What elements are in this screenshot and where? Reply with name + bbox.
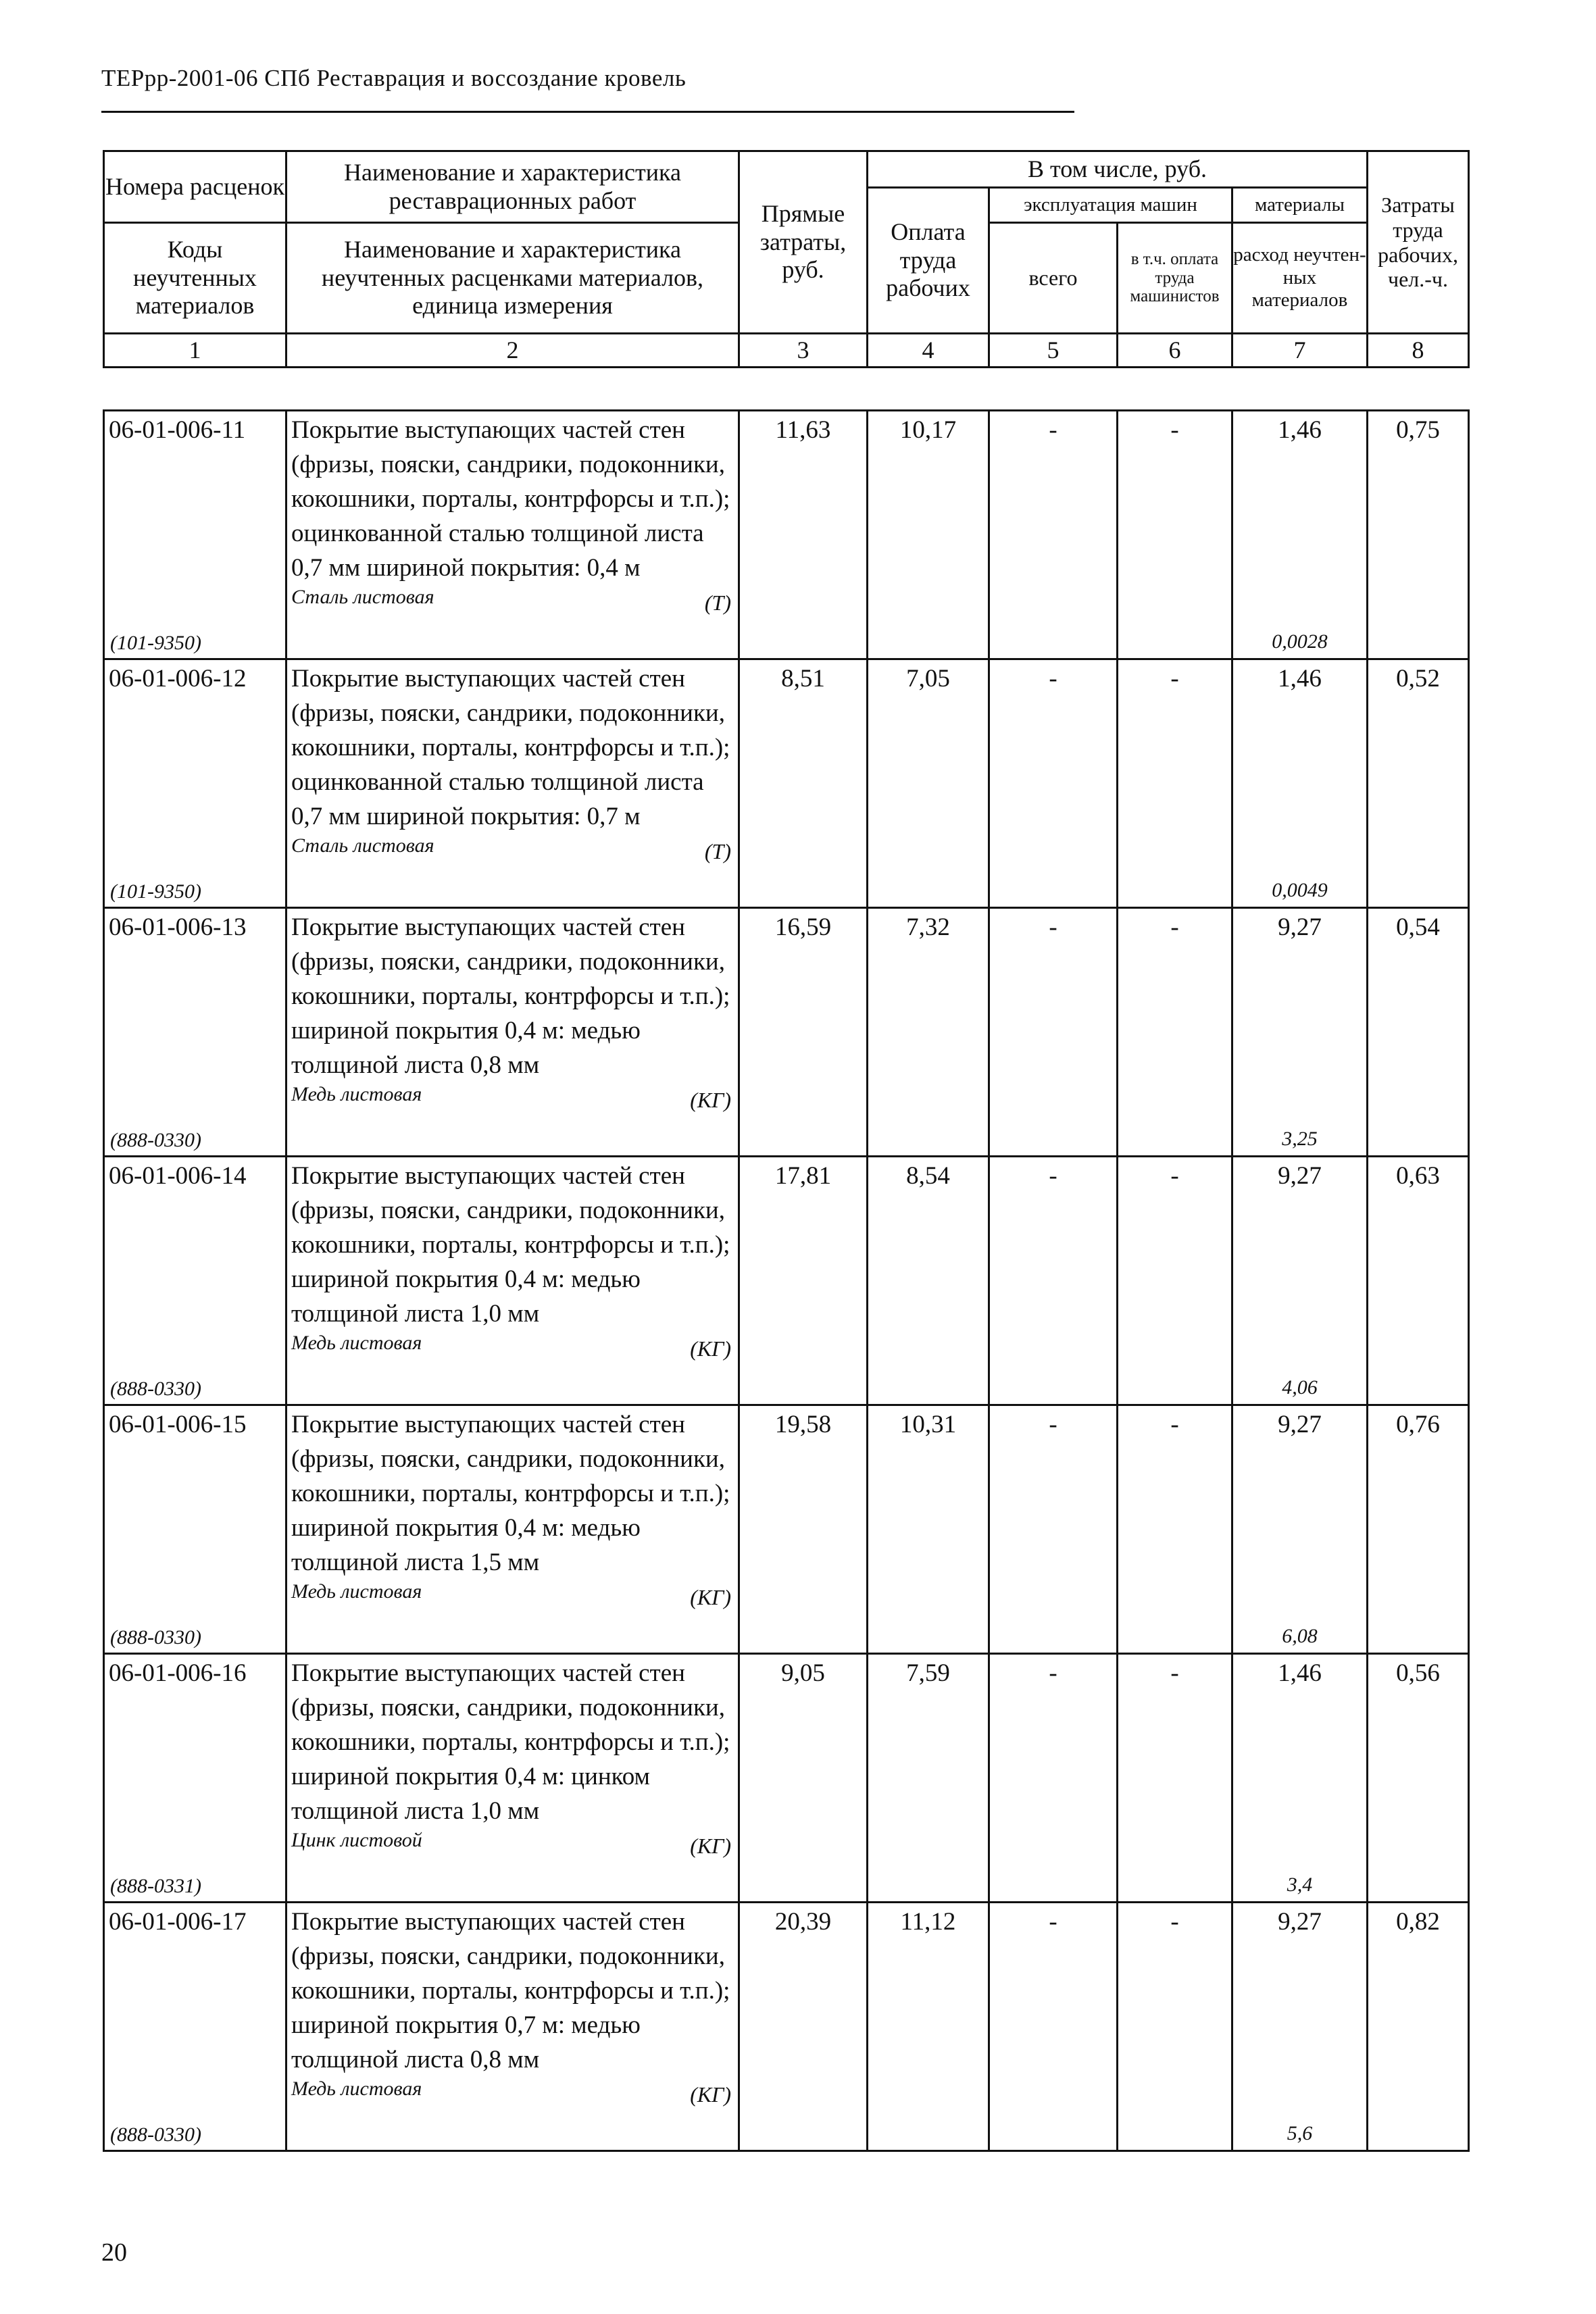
- material-line: [291, 834, 738, 863]
- worker-pay: [868, 1903, 989, 2151]
- header-rate-numbers: Номера расценок: [104, 151, 286, 223]
- rate-code: 06-01-006-11: [109, 416, 246, 444]
- labor-hours: [1368, 411, 1469, 659]
- header-material-name: Наименование и характеристика неучтенных расценками материалов, единица измерения: [286, 223, 739, 334]
- material-code: (888-0330): [110, 2123, 201, 2146]
- labor-hours: [1368, 908, 1469, 1157]
- machinist-pay: [1118, 1405, 1232, 1654]
- machine-total: [989, 1903, 1118, 2151]
- materials-cost: [1232, 1157, 1368, 1405]
- labor-hours-value: 0,52: [1396, 665, 1440, 693]
- material-quantity: 0,0049: [1272, 879, 1328, 901]
- work-description: Покрытие выступающих частей стен (фризы, пояски, сандрики, подоконники, кокошники, порталы, контрфорсы и т.п.); шириной покрытия 0,4 м: медью толщиной листа 1,5 мм: [291, 1411, 730, 1576]
- materials-cost-value: 9,27: [1278, 913, 1322, 941]
- machinist-pay-value: -: [1170, 1659, 1179, 1687]
- machinist-pay: [1118, 1654, 1232, 1903]
- material-quantity: 0,0028: [1272, 630, 1328, 653]
- materials-cost-value: 1,46: [1278, 416, 1322, 444]
- machinist-pay-value: -: [1170, 913, 1179, 941]
- table-row: [104, 1654, 1469, 1903]
- header-material-codes: Коды неучтенных материалов: [104, 223, 286, 334]
- table-row: [104, 1157, 1469, 1405]
- material-name: Сталь листовая: [291, 834, 434, 857]
- machinist-pay-value: -: [1170, 1411, 1179, 1438]
- machine-total-value: -: [1049, 913, 1057, 941]
- machine-total: [989, 1157, 1118, 1405]
- labor-hours-value: 0,82: [1396, 1908, 1440, 1936]
- header-including: В том числе, руб.: [868, 151, 1368, 188]
- material-unit: (КГ): [690, 2082, 731, 2107]
- header-worker-pay: Оплата труда рабочих: [868, 188, 989, 334]
- direct-costs: [739, 1654, 868, 1903]
- machinist-pay-value: -: [1170, 665, 1179, 693]
- table-row: [104, 1903, 1469, 2151]
- materials-cost: [1232, 411, 1368, 659]
- material-name: Медь листовая: [291, 1580, 422, 1603]
- worker-pay-value: 11,12: [900, 1908, 956, 1936]
- materials-cost: [1232, 1405, 1368, 1654]
- worker-pay-value: 8,54: [906, 1162, 950, 1190]
- direct-costs-value: 11,63: [775, 416, 831, 444]
- material-quantity: 6,08: [1282, 1625, 1318, 1647]
- labor-hours-value: 0,56: [1396, 1659, 1440, 1687]
- column-number: 7: [1232, 334, 1368, 368]
- material-quantity: 5,6: [1287, 2122, 1313, 2144]
- material-name: Медь листовая: [291, 1083, 422, 1105]
- machinist-pay-value: -: [1170, 416, 1179, 444]
- machine-total-value: -: [1049, 1162, 1057, 1190]
- direct-costs-value: 9,05: [781, 1659, 825, 1687]
- rate-code-cell: [104, 1654, 286, 1903]
- rate-code: 06-01-006-14: [109, 1162, 247, 1190]
- direct-costs-value: 16,59: [774, 913, 832, 941]
- work-description: Покрытие выступающих частей стен (фризы, пояски, сандрики, подоконники, кокошники, порталы, контрфорсы и т.п.); шириной покрытия 0,4 м: цинком толщиной листа 1,0 мм: [291, 1659, 730, 1825]
- material-name: Сталь листовая: [291, 586, 434, 608]
- worker-pay-value: 7,32: [906, 913, 950, 941]
- materials-cost: [1232, 1654, 1368, 1903]
- direct-costs: [739, 659, 868, 908]
- machine-total: [989, 1405, 1118, 1654]
- column-header-table: [103, 150, 1470, 368]
- worker-pay-value: 10,31: [899, 1411, 957, 1438]
- header-machine-total: всего: [989, 223, 1118, 334]
- work-description: Покрытие выступающих частей стен (фризы, пояски, сандрики, подоконники, кокошники, порталы, контрфорсы и т.п.); оцинкованной сталью толщиной листа 0,7 мм шириной покрытия: 0,4 м: [291, 416, 730, 582]
- labor-hours: [1368, 1654, 1469, 1903]
- material-code: (888-0330): [110, 1378, 201, 1400]
- worker-pay: [868, 659, 989, 908]
- work-description: Покрытие выступающих частей стен (фризы, пояски, сандрики, подоконники, кокошники, порталы, контрфорсы и т.п.); оцинкованной сталью толщиной листа 0,7 мм шириной покрытия: 0,7 м: [291, 665, 730, 830]
- machinist-pay: [1118, 659, 1232, 908]
- header-work-name: Наименование и характеристика реставрационных работ: [286, 151, 739, 223]
- work-description: Покрытие выступающих частей стен (фризы, пояски, сандрики, подоконники, кокошники, порталы, контрфорсы и т.п.); шириной покрытия 0,4 м: медью толщиной листа 1,0 мм: [291, 1162, 730, 1328]
- table-row: [104, 1405, 1469, 1654]
- material-line: [291, 1580, 738, 1609]
- table-row: [104, 411, 1469, 659]
- material-code: (888-0331): [110, 1875, 201, 1897]
- header-direct-costs: Прямые затраты, руб.: [739, 151, 868, 334]
- materials-cost-value: 1,46: [1278, 665, 1322, 693]
- material-name: Медь листовая: [291, 2078, 422, 2100]
- material-unit: (Т): [704, 839, 731, 863]
- material-line: [291, 1082, 738, 1112]
- machine-total: [989, 659, 1118, 908]
- material-line: [291, 585, 738, 615]
- column-number: 4: [868, 334, 989, 368]
- material-name: Цинк листовой: [291, 1829, 422, 1851]
- machine-total-value: -: [1049, 416, 1057, 444]
- table-row: [104, 908, 1469, 1157]
- material-line: [291, 1828, 738, 1858]
- machinist-pay: [1118, 1903, 1232, 2151]
- labor-hours-value: 0,76: [1396, 1411, 1440, 1438]
- table-row: [104, 659, 1469, 908]
- worker-pay: [868, 1405, 989, 1654]
- material-name: Медь листовая: [291, 1332, 422, 1354]
- work-description-cell: [286, 1654, 739, 1903]
- materials-cost: [1232, 659, 1368, 908]
- work-description-cell: [286, 908, 739, 1157]
- direct-costs: [739, 1903, 868, 2151]
- labor-hours: [1368, 1405, 1469, 1654]
- material-code: (888-0330): [110, 1129, 201, 1151]
- rate-code-cell: [104, 1157, 286, 1405]
- header-machine-operation: эксплуатация машин: [989, 188, 1232, 223]
- worker-pay-value: 7,59: [906, 1659, 950, 1687]
- rates-table: [103, 409, 1470, 2152]
- rate-code-cell: [104, 659, 286, 908]
- material-code: (888-0330): [110, 1626, 201, 1649]
- materials-cost-value: 9,27: [1278, 1411, 1322, 1438]
- material-unit: (КГ): [690, 1834, 731, 1858]
- material-quantity: 3,25: [1282, 1128, 1318, 1150]
- rate-code-cell: [104, 411, 286, 659]
- work-description-cell: [286, 411, 739, 659]
- labor-hours: [1368, 1157, 1469, 1405]
- column-number: 2: [286, 334, 739, 368]
- material-unit: (Т): [704, 590, 731, 615]
- labor-hours: [1368, 1903, 1469, 2151]
- labor-hours-value: 0,63: [1396, 1162, 1440, 1190]
- header-machinist-pay: в т.ч. оплата труда машинистов: [1118, 223, 1232, 334]
- direct-costs-value: 20,39: [774, 1908, 832, 1936]
- material-unit: (КГ): [690, 1088, 731, 1112]
- machinist-pay: [1118, 411, 1232, 659]
- machine-total-value: -: [1049, 1908, 1057, 1936]
- machinist-pay-value: -: [1170, 1162, 1179, 1190]
- column-number: 1: [104, 334, 286, 368]
- material-unit: (КГ): [690, 1336, 731, 1361]
- machine-total: [989, 411, 1118, 659]
- machine-total-value: -: [1049, 1659, 1057, 1687]
- materials-cost-value: 9,27: [1278, 1908, 1322, 1936]
- direct-costs-value: 17,81: [774, 1162, 832, 1190]
- material-code: (101-9350): [110, 880, 201, 903]
- worker-pay-value: 10,17: [899, 416, 957, 444]
- machinist-pay-value: -: [1170, 1908, 1179, 1936]
- materials-cost: [1232, 908, 1368, 1157]
- materials-cost-value: 9,27: [1278, 1162, 1322, 1190]
- header-rule: [101, 111, 1074, 113]
- column-number: 5: [989, 334, 1118, 368]
- worker-pay: [868, 1654, 989, 1903]
- rate-code: 06-01-006-17: [109, 1908, 247, 1936]
- labor-hours: [1368, 659, 1469, 908]
- machine-total: [989, 908, 1118, 1157]
- worker-pay: [868, 1157, 989, 1405]
- header-labor-hours: Затраты труда рабочих, чел.-ч.: [1368, 151, 1469, 334]
- column-number: 8: [1368, 334, 1469, 368]
- work-description-cell: [286, 659, 739, 908]
- running-head: ТЕРрр-2001-06 СПб Реставрация и воссоздание кровель: [101, 65, 687, 91]
- work-description-cell: [286, 1405, 739, 1654]
- machinist-pay: [1118, 1157, 1232, 1405]
- direct-costs: [739, 1157, 868, 1405]
- material-line: [291, 2077, 738, 2107]
- work-description: Покрытие выступающих частей стен (фризы, пояски, сандрики, подоконники, кокошники, порталы, контрфорсы и т.п.); шириной покрытия 0,4 м: медью толщиной листа 0,8 мм: [291, 913, 730, 1079]
- rate-code-cell: [104, 1405, 286, 1654]
- work-description-cell: [286, 1157, 739, 1405]
- header-materials: материалы: [1232, 188, 1368, 223]
- worker-pay: [868, 908, 989, 1157]
- rate-code: 06-01-006-13: [109, 913, 247, 941]
- rate-code: 06-01-006-15: [109, 1411, 247, 1438]
- direct-costs: [739, 411, 868, 659]
- column-number: 3: [739, 334, 868, 368]
- header-material-consumption: расход неучтен-ных материалов: [1232, 223, 1368, 334]
- worker-pay: [868, 411, 989, 659]
- rate-code: 06-01-006-12: [109, 665, 247, 693]
- rate-code-cell: [104, 1903, 286, 2151]
- direct-costs: [739, 1405, 868, 1654]
- direct-costs-value: 8,51: [781, 665, 825, 693]
- material-unit: (КГ): [690, 1585, 731, 1609]
- machine-total-value: -: [1049, 1411, 1057, 1438]
- materials-cost-value: 1,46: [1278, 1659, 1322, 1687]
- worker-pay-value: 7,05: [906, 665, 950, 693]
- direct-costs-value: 19,58: [774, 1411, 832, 1438]
- labor-hours-value: 0,75: [1396, 416, 1440, 444]
- labor-hours-value: 0,54: [1396, 913, 1440, 941]
- materials-cost: [1232, 1903, 1368, 2151]
- material-quantity: 3,4: [1287, 1873, 1313, 1896]
- work-description-cell: [286, 1903, 739, 2151]
- machine-total: [989, 1654, 1118, 1903]
- machine-total-value: -: [1049, 665, 1057, 693]
- rate-code-cell: [104, 908, 286, 1157]
- material-line: [291, 1331, 738, 1361]
- page-number: 20: [101, 2238, 127, 2267]
- direct-costs: [739, 908, 868, 1157]
- work-description: Покрытие выступающих частей стен (фризы, пояски, сандрики, подоконники, кокошники, порталы, контрфорсы и т.п.); шириной покрытия 0,7 м: медью толщиной листа 0,8 мм: [291, 1908, 730, 2073]
- machinist-pay: [1118, 908, 1232, 1157]
- material-quantity: 4,06: [1282, 1376, 1318, 1399]
- rate-code: 06-01-006-16: [109, 1659, 247, 1687]
- material-code: (101-9350): [110, 632, 201, 654]
- column-number: 6: [1118, 334, 1232, 368]
